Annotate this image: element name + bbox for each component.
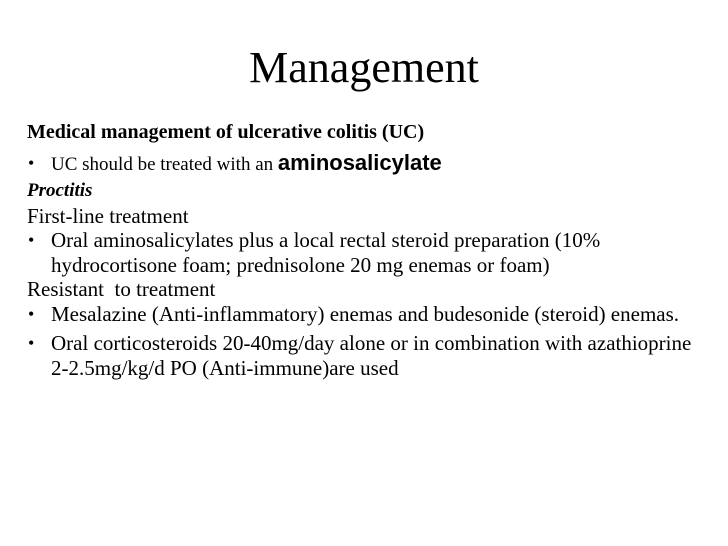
first-line-label: First-line treatment bbox=[27, 203, 189, 228]
slide-title: Management bbox=[249, 43, 479, 92]
slide-body bbox=[27, 120, 707, 380]
resistant-bullet-1-text: Mesalazine (Anti-inflammatory) enemas and budesonide (steroid) enemas. bbox=[51, 301, 680, 326]
first-line-bullet-text: Oral aminosalicylates plus a local rectal steroid preparation (10% hydrocortisone foam; prednisolone 20 mg enemas or foam) bbox=[51, 228, 601, 277]
resistant-bullet-1 bbox=[27, 302, 707, 327]
intro-bullet-text: UC should be treated with an bbox=[51, 153, 278, 175]
bullet-icon: • bbox=[28, 230, 35, 250]
bullet-icon: • bbox=[28, 152, 35, 173]
section-heading: Medical management of ulcerative colitis (UC) bbox=[27, 121, 425, 143]
resistant-label: Resistant to treatment bbox=[27, 277, 216, 301]
proctitis-subheading: Proctitis bbox=[27, 180, 93, 201]
resistant-bullet-2-text: Oral corticosteroids 20-40mg/day alone or in combination with azathioprine 2-2.5mg/kg/d PO (Anti-immune)are used bbox=[51, 331, 692, 380]
first-line-bullet bbox=[27, 228, 707, 277]
intro-bullet bbox=[27, 151, 707, 178]
bullet-icon: • bbox=[28, 333, 35, 353]
bullet-icon: • bbox=[28, 303, 35, 324]
resistant-bullet-2 bbox=[27, 331, 707, 380]
intro-bullet-emphasis: aminosalicylate bbox=[277, 149, 442, 175]
